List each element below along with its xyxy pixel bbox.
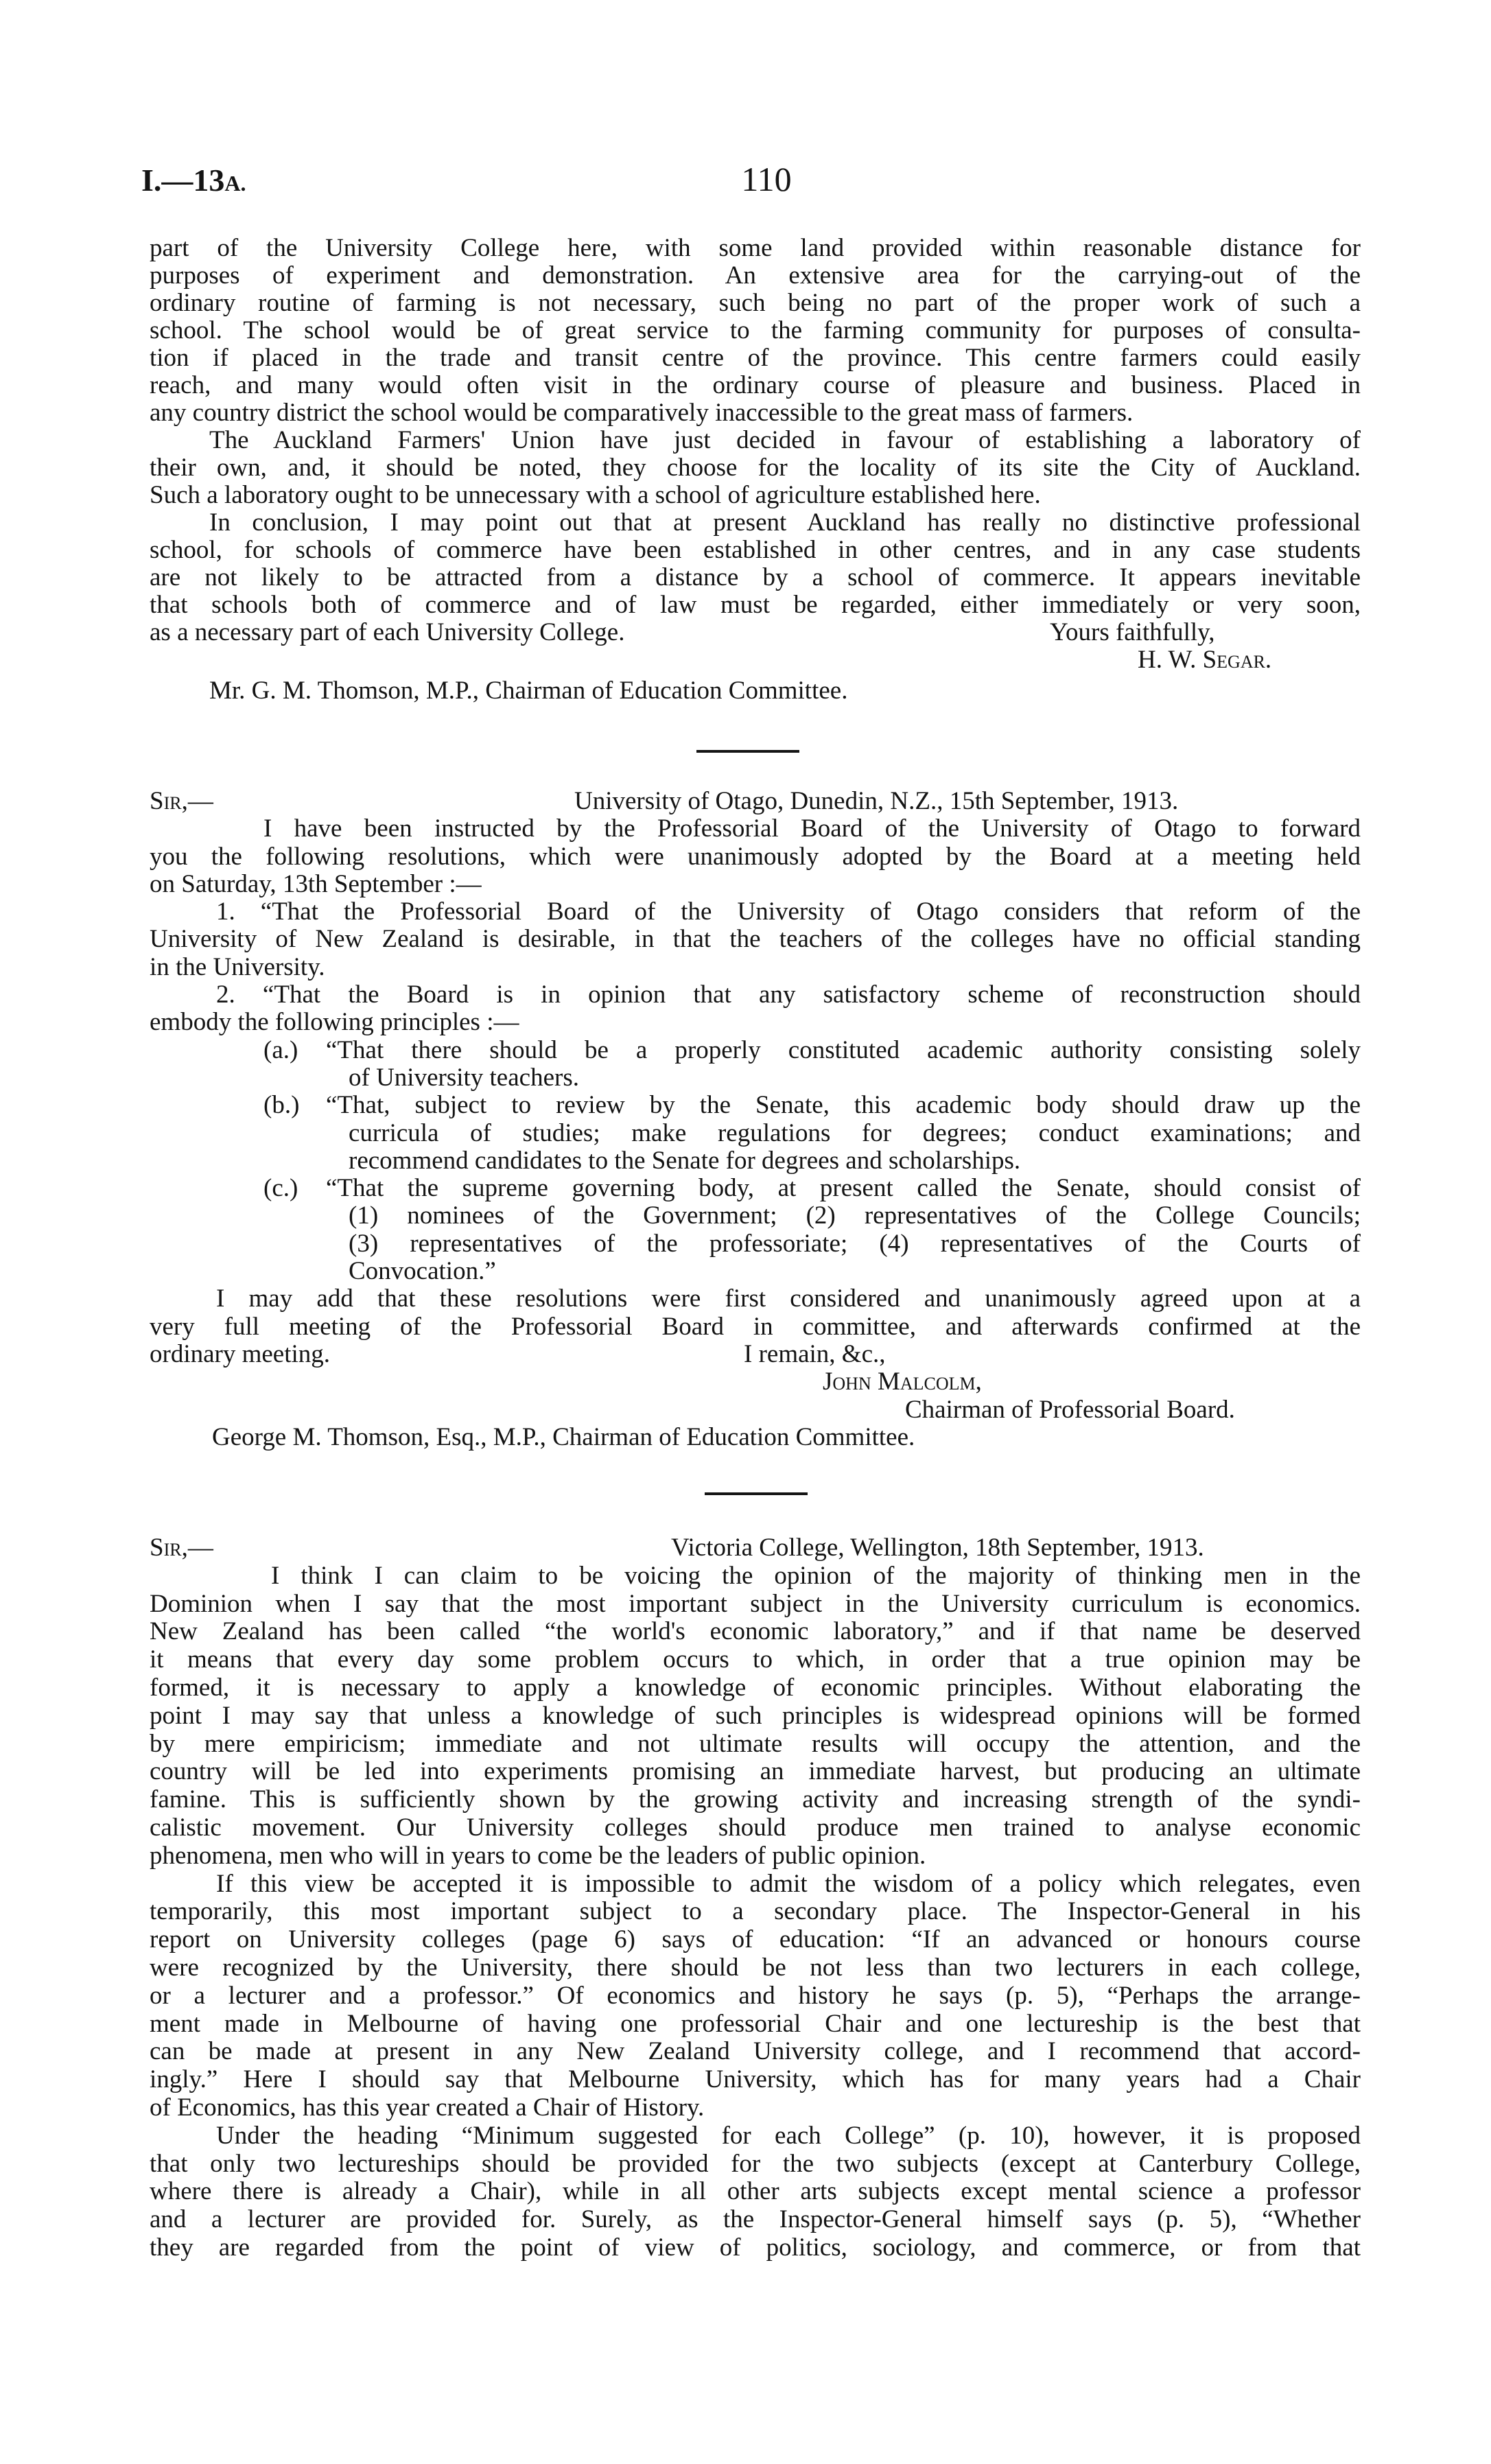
text-line: of Economics, has this year created a Chair of History. xyxy=(150,2093,705,2122)
addressee: Mr. G. M. Thomson, M.P., Chairman of Education Committee. xyxy=(209,677,848,705)
text-line: that only two lectureships should be provided for the two subjects (except at Canterbury College, xyxy=(150,2149,1361,2178)
addressee-line xyxy=(150,1424,1361,1451)
principle-line: curricula of studies; make regulations for degrees; conduct examinations; and xyxy=(349,1118,1361,1147)
salutation-line xyxy=(150,1534,1361,1562)
text-line: any country district the school would be comparatively inaccessible to the great mass of farmers. xyxy=(150,399,1134,427)
resolution-line: in the University. xyxy=(150,952,325,981)
salutation-line xyxy=(150,788,1361,815)
text-line: The Auckland Farmers' Union have just decided in favour of establishing a laboratory of xyxy=(209,426,1361,454)
text-line: purposes of experiment and demonstration. An extensive area for the carrying-out of the xyxy=(150,261,1361,290)
salutation: Sir,— xyxy=(150,1534,213,1562)
text-line: country will be led into experiments promising an immediate harvest, but producing an ultimate xyxy=(150,1757,1361,1786)
text-line: calistic movement. Our University colleges should produce men trained to analyse economic xyxy=(150,1813,1361,1842)
letter-victoria xyxy=(150,1534,1361,2262)
text-line: or a lecturer and a professor.” Of economics and history he says (p. 5), “Perhaps the arrange- xyxy=(150,1981,1361,2010)
principle-line: (3) representatives of the professoriate; (4) representatives of the Courts of xyxy=(349,1229,1361,1258)
signature-line xyxy=(150,646,1361,674)
text-line: very full meeting of the Professorial Board in committee, and afterwards confirmed at the xyxy=(150,1312,1361,1341)
section-reference xyxy=(141,162,246,198)
text-line: I have been instructed by the Professorial Board of the University of Otago to forward xyxy=(263,814,1361,843)
text-line: In conclusion, I may point out that at present Auckland has really no distinctive professional xyxy=(209,508,1361,537)
principle-line: (1) nominees of the Government; (2) representatives of the College Councils; xyxy=(349,1201,1361,1230)
text-line: Such a laboratory ought to be unnecessary with a school of agriculture established here. xyxy=(150,481,1041,509)
text-line: ordinary routine of farming is not necessary, such being no part of the proper work of such a xyxy=(150,289,1361,317)
text-line: phenomena, men who will in years to come be the leaders of public opinion. xyxy=(150,1841,926,1870)
text-line: it means that every day some problem occurs to which, in order that a true opinion may be xyxy=(150,1645,1361,1674)
text-line xyxy=(150,1341,1361,1368)
salutation: Sir,— xyxy=(150,787,213,815)
text-line: point I may say that unless a knowledge of such principles is widespread opinions will be formed xyxy=(150,1701,1361,1730)
text-line: where there is already a Chair), while in all other arts subjects except mental science a professor xyxy=(150,2177,1361,2206)
resolution-line: embody the following principles :— xyxy=(150,1008,519,1037)
resolution-line: 2. “That the Board is in opinion that any satisfactory scheme of reconstruction should xyxy=(216,981,1361,1009)
text-line: I may add that these resolutions were first considered and unanimously agreed upon at a xyxy=(216,1284,1361,1313)
principle-label: (b.) xyxy=(263,1091,300,1120)
text-line: can be made at present in any New Zealand University college, and I recommend that accord- xyxy=(150,2037,1361,2066)
section-code: I.—13 xyxy=(141,163,225,198)
text-line: tion if placed in the trade and transit centre of the province. This centre farmers could easily xyxy=(150,344,1361,372)
letter-otago xyxy=(150,788,1361,1451)
letter-segar xyxy=(150,235,1361,674)
text-line: If this view be accepted it is impossible to admit the wisdom of a policy which relegates, even xyxy=(216,1869,1361,1898)
text-line-content: ordinary meeting. xyxy=(150,1339,331,1368)
text-line: by mere empiricism; immediate and not ultimate results will occupy the attention, and the xyxy=(150,1729,1361,1758)
section-divider xyxy=(705,1492,808,1495)
text-line: were recognized by the University, there should be not less than two lecturers in each college, xyxy=(150,1953,1361,1982)
principle-line: Convocation.” xyxy=(349,1257,496,1286)
text-line: report on University colleges (page 6) says of education: “If an advanced or honours course xyxy=(150,1925,1361,1954)
text-line: reach, and many would often visit in the ordinary course of pleasure and business. Placed in xyxy=(150,371,1361,399)
signature-title: Chairman of Professorial Board. xyxy=(905,1395,1235,1424)
text-line: that schools both of commerce and of law must be regarded, either immediately or very soon, xyxy=(150,591,1361,619)
text-line: Dominion when I say that the most important subject in the University curriculum is economics. xyxy=(150,1589,1361,1618)
text-line: school. The school would be of great service to the farming community for purposes of consulta- xyxy=(150,316,1361,344)
principle-line xyxy=(150,1037,1361,1064)
page-number: 110 xyxy=(741,160,792,198)
principle-line xyxy=(150,1175,1361,1202)
text-line: on Saturday, 13th September :— xyxy=(150,869,482,898)
text-line: formed, it is necessary to apply a knowledge of economic principles. Without elaborating the xyxy=(150,1673,1361,1702)
signature-title-line xyxy=(150,1396,1361,1424)
text-line: temporarily, this most important subject to a secondary place. The Inspector-General in his xyxy=(150,1897,1361,1926)
addressee: George M. Thomson, Esq., M.P., Chairman of Education Committee. xyxy=(212,1422,915,1451)
principle-text: “That, subject to review by the Senate, this academic body should draw up the xyxy=(326,1091,1361,1120)
resolution-line: University of New Zealand is desirable, in that the teachers of the colleges have no official standing xyxy=(150,925,1361,954)
principle-text: “That there should be a properly constituted academic authority consisting solely xyxy=(326,1035,1361,1064)
signature-line xyxy=(150,1368,1361,1396)
resolution-line: 1. “That the Professorial Board of the University of Otago considers that reform of the xyxy=(216,897,1361,926)
sender-address: Victoria College, Wellington, 18th September, 1913. xyxy=(671,1534,1204,1562)
text-line: part of the University College here, with some land provided within reasonable distance for xyxy=(150,234,1361,262)
text-line: and a lecturer are provided for. Surely, as the Inspector-General himself says (p. 5), “Whether xyxy=(150,2205,1361,2234)
text-line: ingly.” Here I should say that Melbourne University, which has for many years had a Chair xyxy=(150,2065,1361,2094)
text-line: Under the heading “Minimum suggested for each College” (p. 10), however, it is proposed xyxy=(216,2121,1361,2150)
principle-line: of University teachers. xyxy=(349,1063,579,1092)
principle-text: “That the supreme governing body, at present called the Senate, should consist of xyxy=(326,1174,1361,1203)
text-line: you the following resolutions, which were unanimously adopted by the Board at a meeting held xyxy=(150,842,1361,871)
sender-address: University of Otago, Dunedin, N.Z., 15th September, 1913. xyxy=(574,787,1179,815)
principle-label: (a.) xyxy=(263,1035,298,1064)
text-line: ment made in Melbourne of having one professorial Chair and one lectureship is the best that xyxy=(150,2009,1361,2038)
text-line: famine. This is sufficiently shown by the growing activity and increasing strength of the syndi- xyxy=(150,1785,1361,1814)
signature: H. W. Segar. xyxy=(1138,646,1272,674)
closing: Yours faithfully, xyxy=(1050,618,1215,646)
principle-line xyxy=(150,1092,1361,1119)
text-line: their own, and, it should be noted, they choose for the locality of its site the City of Auckland. xyxy=(150,454,1361,482)
text-line: I think I can claim to be voicing the opinion of the majority of thinking men in the xyxy=(271,1561,1361,1590)
section-suffix: A. xyxy=(224,171,246,196)
closing: I remain, &c., xyxy=(744,1339,886,1368)
section-divider xyxy=(696,750,799,753)
text-line: they are regarded from the point of view of politics, sociology, and commerce, or from that xyxy=(150,2233,1361,2262)
text-line xyxy=(150,619,1361,646)
principle-label: (c.) xyxy=(263,1174,298,1203)
principle-line: recommend candidates to the Senate for degrees and scholarships. xyxy=(349,1146,1021,1175)
text-line: are not likely to be attracted from a distance by a school of commerce. It appears inevitable xyxy=(150,563,1361,591)
text-line: school, for schools of commerce have been established in other centres, and in any case students xyxy=(150,536,1361,564)
signature: John Malcolm, xyxy=(823,1368,982,1396)
text-line: New Zealand has been called “the world's economic laboratory,” and if that name be deserved xyxy=(150,1617,1361,1646)
text-line-content: as a necessary part of each University College. xyxy=(150,618,625,646)
